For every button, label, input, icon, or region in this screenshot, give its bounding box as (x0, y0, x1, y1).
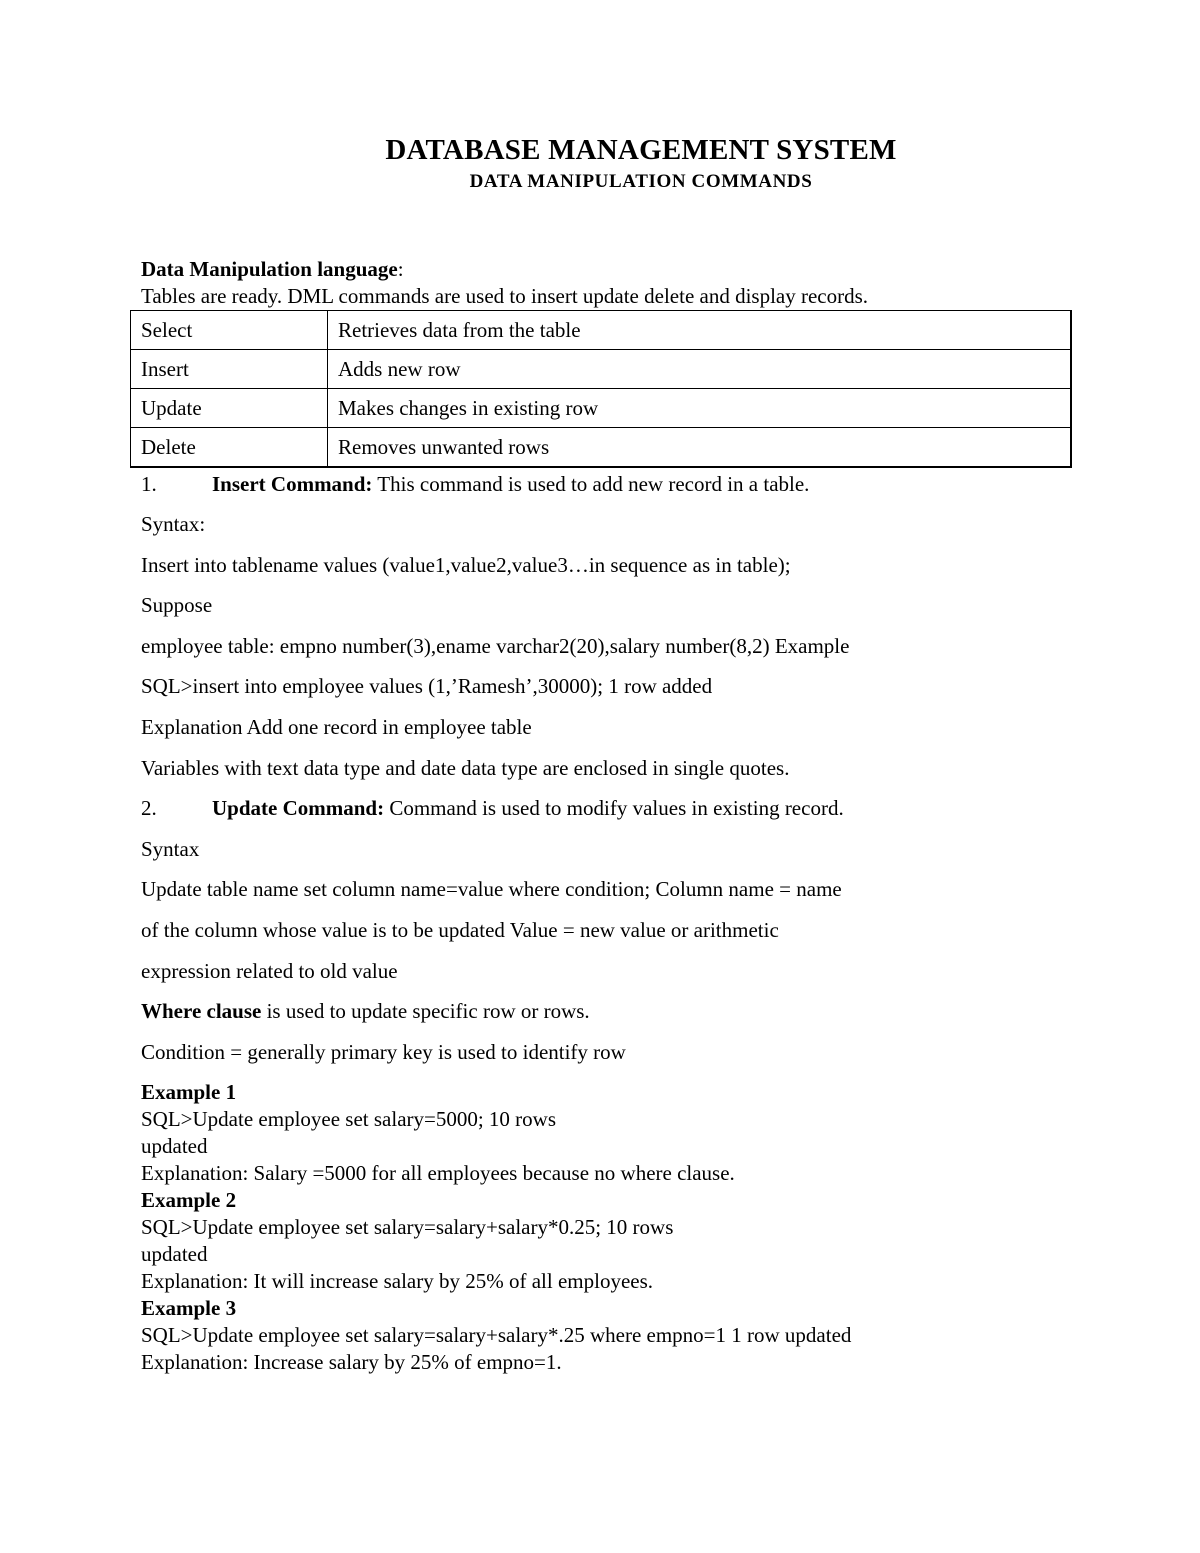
example-sql: SQL>Update employee set salary=5000; 10 rows (141, 1107, 557, 1131)
insert-heading: Insert Command: (212, 472, 373, 496)
update-syntax-line: expression related to old value (141, 959, 398, 983)
example-explanation: Explanation: It will increase salary by 25% of all employees. (141, 1269, 654, 1293)
update-heading: Update Command: (212, 796, 385, 820)
dml-commands-table (130, 310, 1072, 468)
where-clause-text: is used to update specific row or rows. (261, 999, 590, 1023)
condition-line: Condition = generally primary key is used to identify row (141, 1040, 626, 1064)
example-label: Example 1 (141, 1080, 237, 1104)
where-clause-term: Where clause (141, 999, 262, 1023)
insert-heading-line (141, 472, 809, 497)
table-row (131, 428, 1072, 468)
dml-heading: Data Manipulation language (141, 257, 398, 281)
insert-note: Variables with text data type and date data type are enclosed in single quotes. (141, 756, 790, 780)
dml-heading-line (141, 257, 404, 282)
insert-syntax-label: Syntax: (141, 512, 206, 536)
update-syntax-line: Update table name set column name=value where condition; Column name = name (141, 877, 842, 901)
update-heading-text: Command is used to modify values in existing record. (384, 796, 844, 820)
insert-suppose: Suppose (141, 593, 213, 617)
command-cell: Update (131, 389, 328, 428)
page-subtitle: DATA MANIPULATION COMMANDS (469, 171, 813, 192)
example-label: Example 2 (141, 1188, 237, 1212)
insert-syntax: Insert into tablename values (value1,value2,value3…in sequence as in table); (141, 553, 791, 577)
update-heading-line (141, 796, 844, 821)
description-cell: Makes changes in existing row (328, 389, 1072, 428)
example-label: Example 3 (141, 1296, 237, 1320)
example-explanation: Explanation: Salary =5000 for all employees because no where clause. (141, 1161, 735, 1185)
example-sql-cont: updated (141, 1242, 208, 1266)
where-clause-line (141, 999, 590, 1024)
command-cell: Insert (131, 350, 328, 389)
insert-sql: SQL>insert into employee values (1,’Ramesh’,30000); 1 row added (141, 674, 713, 698)
update-syntax-label: Syntax (141, 837, 200, 861)
update-number: 2. (141, 796, 157, 820)
dml-heading-colon: : (397, 257, 404, 281)
example-sql: SQL>Update employee set salary=salary+salary*0.25; 10 rows (141, 1215, 674, 1239)
table-row (131, 350, 1072, 389)
description-cell: Adds new row (328, 350, 1072, 389)
example-sql-cont: updated (141, 1134, 208, 1158)
description-cell: Removes unwanted rows (328, 428, 1072, 468)
insert-number: 1. (141, 472, 157, 496)
command-cell: Delete (131, 428, 328, 468)
insert-heading-text: This command is used to add new record in a table. (372, 472, 810, 496)
example-explanation: Explanation: Increase salary by 25% of empno=1. (141, 1350, 562, 1374)
update-syntax-line: of the column whose value is to be updated Value = new value or arithmetic (141, 918, 779, 942)
description-cell: Retrieves data from the table (328, 311, 1072, 350)
insert-table-def: employee table: empno number(3),ename varchar2(20),salary number(8,2) Example (141, 634, 850, 658)
page-title: DATABASE MANAGEMENT SYSTEM (385, 134, 897, 166)
table-row (131, 311, 1072, 350)
insert-explanation: Explanation Add one record in employee table (141, 715, 532, 739)
table-row (131, 389, 1072, 428)
command-cell: Select (131, 311, 328, 350)
dml-intro-text: Tables are ready. DML commands are used to insert update delete and display records. (141, 284, 869, 308)
example-sql: SQL>Update employee set salary=salary+salary*.25 where empno=1 1 row updated (141, 1323, 852, 1347)
